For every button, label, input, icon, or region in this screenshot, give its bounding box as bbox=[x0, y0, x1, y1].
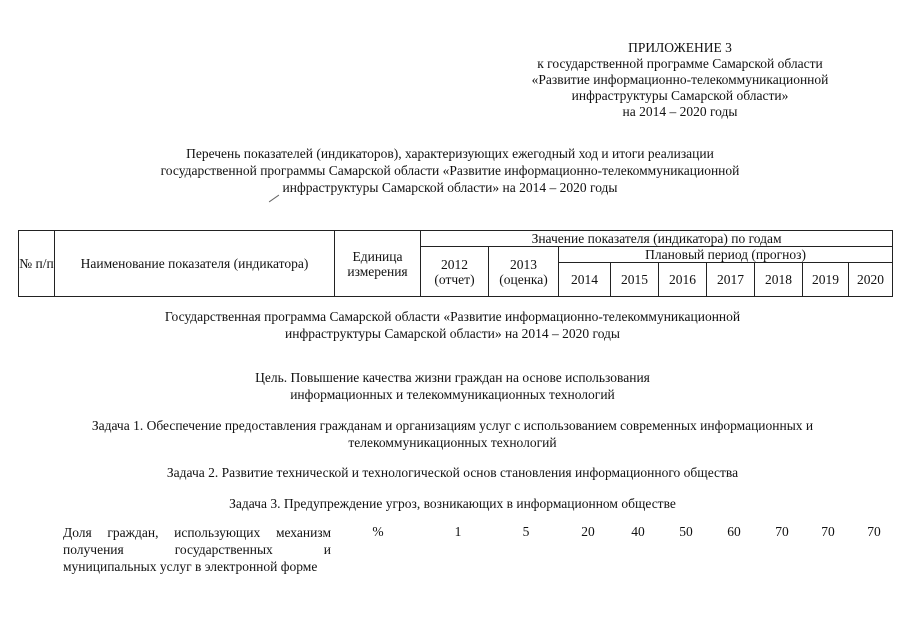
appendix-line: «Развитие информационно-телекоммуникационной bbox=[531, 72, 829, 87]
indicator-value-2018: 70 bbox=[775, 524, 789, 539]
task2-heading bbox=[0, 464, 905, 481]
col-year-header: 2017 bbox=[707, 263, 755, 297]
indicator-value-2013: 5 bbox=[522, 524, 530, 539]
program-line: Государственная программа Самарской области «Развитие информационно-телекоммуникационной bbox=[164, 309, 741, 324]
appendix-line: к государственной программе Самарской области bbox=[537, 56, 823, 71]
indicator-value-2012: 1 bbox=[454, 524, 462, 539]
col-year-header: 2020 bbox=[849, 263, 893, 297]
col-number-header: № п/п bbox=[19, 231, 55, 297]
col-year-header: 2014 bbox=[559, 263, 611, 297]
col-values-group-header: Значение показателя (индикатора) по годам bbox=[421, 231, 893, 247]
col-year-header: 2019 bbox=[803, 263, 849, 297]
task2-line: Задача 2. Развитие технической и технологической основ становления информационного общества bbox=[166, 465, 739, 480]
task1-line: Задача 1. Обеспечение предоставления гражданам и организациям услуг с использованием современных информационных и bbox=[91, 418, 814, 433]
task1-heading bbox=[0, 417, 905, 451]
col-2013-header: 2013 (оценка) bbox=[489, 247, 559, 297]
indicator-value-2020: 70 bbox=[867, 524, 881, 539]
task3-heading bbox=[0, 495, 905, 512]
col-year-header: 2018 bbox=[755, 263, 803, 297]
col-plan-group-header: Плановый период (прогноз) bbox=[559, 247, 893, 263]
col-2012-header: 2012 (отчет) bbox=[421, 247, 489, 297]
goal-line: информационных и телекоммуникационных технологий bbox=[290, 387, 615, 402]
goal-heading bbox=[0, 369, 905, 403]
indicator-value-2014: 20 bbox=[581, 524, 595, 539]
indicator-unit: % bbox=[372, 524, 384, 539]
goal-line: Цель. Повышение качества жизни граждан на основе использования bbox=[255, 370, 650, 385]
col-name-header: Наименование показателя (индикатора) bbox=[55, 231, 335, 297]
col-year-header: 2016 bbox=[659, 263, 707, 297]
indicator-value-2017: 60 bbox=[727, 524, 741, 539]
indicators-table-header bbox=[18, 230, 893, 297]
indicator-name: Доля граждан, использующих механизм получения государственных и муниципальных услуг в электронной форме bbox=[63, 525, 331, 574]
appendix-label: ПРИЛОЖЕНИЕ 3 bbox=[628, 40, 732, 55]
task1-line: телекоммуникационных технологий bbox=[348, 435, 557, 450]
title-line: инфраструктуры Самарской области» на 2014 – 2020 годы bbox=[282, 180, 618, 195]
indicator-value-2016: 50 bbox=[679, 524, 693, 539]
appendix-header bbox=[470, 40, 890, 120]
appendix-line: инфраструктуры Самарской области» bbox=[571, 88, 789, 103]
appendix-line: на 2014 – 2020 годы bbox=[622, 104, 738, 119]
indicator-value-2019: 70 bbox=[821, 524, 835, 539]
indicator-value-2015: 40 bbox=[631, 524, 645, 539]
title-line: Перечень показателей (индикаторов), характеризующих ежегодный ход и итоги реализации bbox=[186, 146, 714, 161]
col-year-header: 2015 bbox=[611, 263, 659, 297]
document-title bbox=[60, 145, 840, 196]
title-line: государственной программы Самарской области «Развитие информационно-телекоммуникационной bbox=[160, 163, 740, 178]
program-line: инфраструктуры Самарской области» на 2014 – 2020 годы bbox=[285, 326, 620, 341]
program-heading bbox=[0, 308, 905, 342]
col-unit-header: Единица измерения bbox=[335, 231, 421, 297]
task3-line: Задача 3. Предупреждение угроз, возникающих в информационном обществе bbox=[229, 496, 676, 511]
